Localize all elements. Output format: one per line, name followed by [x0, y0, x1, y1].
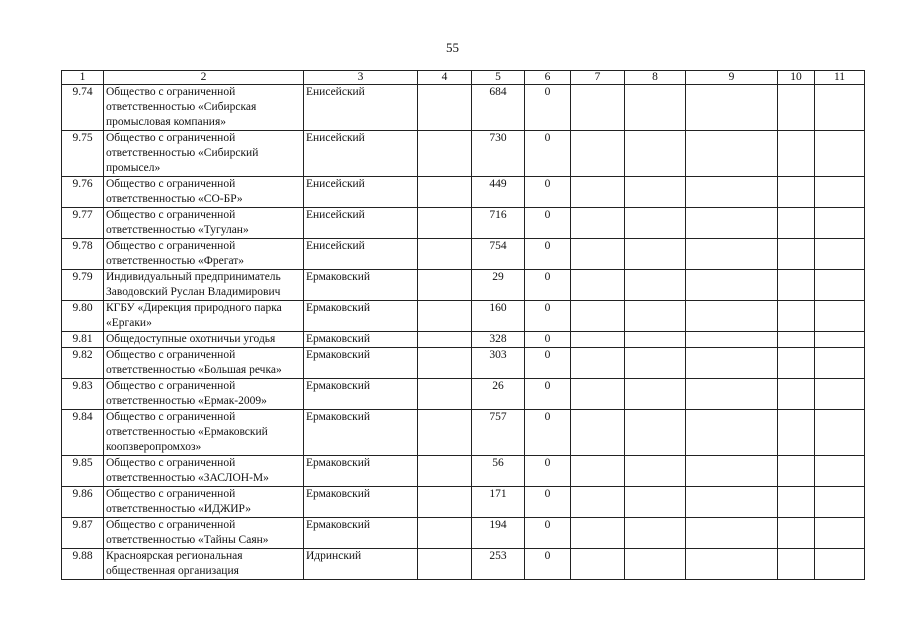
header-row	[62, 71, 865, 85]
row-number: 9.84	[62, 410, 104, 456]
row-number: 9.85	[62, 456, 104, 487]
organization-name-line: ответственностью «Тугулан»	[106, 224, 249, 236]
column-header: 7	[571, 71, 625, 85]
column-header: 8	[625, 71, 686, 85]
table-row	[62, 518, 865, 549]
column-header: 10	[778, 71, 815, 85]
empty-cell	[571, 270, 625, 301]
value-cell: 0	[525, 177, 571, 208]
row-number: 9.75	[62, 131, 104, 177]
organization-name-line: Общедоступные охотничьи угодья	[106, 333, 276, 345]
row-number: 9.83	[62, 379, 104, 410]
organization-name	[104, 410, 304, 456]
table-row	[62, 379, 865, 410]
column-header: 5	[472, 71, 525, 85]
organization-name-line: Общество с ограниченной	[106, 411, 236, 423]
empty-cell	[571, 549, 625, 580]
value-cell: 0	[525, 208, 571, 239]
empty-cell	[778, 239, 815, 270]
district-cell: Ермаковский	[304, 270, 418, 301]
column-header: 9	[686, 71, 778, 85]
organization-name	[104, 85, 304, 131]
row-number: 9.74	[62, 85, 104, 131]
column-header: 3	[304, 71, 418, 85]
row-number: 9.80	[62, 301, 104, 332]
organization-name-line: Общество с ограниченной	[106, 349, 236, 361]
empty-cell	[625, 301, 686, 332]
empty-cell	[571, 177, 625, 208]
empty-cell	[418, 270, 472, 301]
empty-cell	[815, 410, 865, 456]
empty-cell	[625, 85, 686, 131]
empty-cell	[625, 239, 686, 270]
empty-cell	[625, 208, 686, 239]
empty-cell	[815, 270, 865, 301]
value-cell: 160	[472, 301, 525, 332]
value-cell: 0	[525, 301, 571, 332]
empty-cell	[815, 549, 865, 580]
table-row	[62, 270, 865, 301]
organization-name	[104, 270, 304, 301]
data-table	[61, 70, 865, 580]
row-number: 9.86	[62, 487, 104, 518]
organization-name-line: «Ергаки»	[106, 317, 152, 329]
empty-cell	[418, 348, 472, 379]
table-row	[62, 549, 865, 580]
value-cell: 0	[525, 270, 571, 301]
empty-cell	[815, 518, 865, 549]
empty-cell	[815, 85, 865, 131]
empty-cell	[686, 177, 778, 208]
empty-cell	[686, 270, 778, 301]
value-cell: 730	[472, 131, 525, 177]
organization-name-line: ответственностью «Большая речка»	[106, 364, 282, 376]
empty-cell	[418, 379, 472, 410]
organization-name-line: Заводовский Руслан Владимирович	[106, 286, 281, 298]
column-header: 4	[418, 71, 472, 85]
empty-cell	[686, 239, 778, 270]
empty-cell	[686, 549, 778, 580]
organization-name-line: КГБУ «Дирекция природного парка	[106, 302, 282, 314]
empty-cell	[686, 456, 778, 487]
empty-cell	[418, 85, 472, 131]
empty-cell	[625, 456, 686, 487]
empty-cell	[778, 301, 815, 332]
empty-cell	[686, 85, 778, 131]
empty-cell	[778, 85, 815, 131]
table-row	[62, 487, 865, 518]
table-row	[62, 208, 865, 239]
empty-cell	[418, 332, 472, 348]
empty-cell	[625, 332, 686, 348]
empty-cell	[815, 208, 865, 239]
district-cell: Ермаковский	[304, 301, 418, 332]
organization-name	[104, 177, 304, 208]
empty-cell	[686, 379, 778, 410]
organization-name-line: Индивидуальный предприниматель	[106, 271, 281, 283]
organization-name	[104, 208, 304, 239]
organization-name	[104, 379, 304, 410]
row-number: 9.78	[62, 239, 104, 270]
value-cell: 303	[472, 348, 525, 379]
district-cell: Ермаковский	[304, 456, 418, 487]
empty-cell	[815, 177, 865, 208]
row-number: 9.88	[62, 549, 104, 580]
value-cell: 253	[472, 549, 525, 580]
organization-name	[104, 332, 304, 348]
empty-cell	[686, 487, 778, 518]
district-cell: Идринский	[304, 549, 418, 580]
empty-cell	[418, 549, 472, 580]
organization-name	[104, 348, 304, 379]
table-row	[62, 85, 865, 131]
organization-name-line: ответственностью «Фрегат»	[106, 255, 245, 267]
value-cell: 0	[525, 85, 571, 131]
empty-cell	[778, 348, 815, 379]
organization-name-line: Общество с ограниченной	[106, 380, 236, 392]
district-cell: Ермаковский	[304, 348, 418, 379]
empty-cell	[778, 379, 815, 410]
table-row	[62, 332, 865, 348]
value-cell: 757	[472, 410, 525, 456]
organization-name-line: общественная организация	[106, 565, 239, 577]
district-cell: Ермаковский	[304, 487, 418, 518]
empty-cell	[571, 348, 625, 379]
row-number: 9.79	[62, 270, 104, 301]
value-cell: 194	[472, 518, 525, 549]
empty-cell	[571, 301, 625, 332]
organization-name	[104, 301, 304, 332]
empty-cell	[625, 410, 686, 456]
empty-cell	[571, 239, 625, 270]
organization-name-line: коопзверопромхоз»	[106, 441, 202, 453]
empty-cell	[571, 332, 625, 348]
table-row	[62, 456, 865, 487]
empty-cell	[418, 518, 472, 549]
organization-name-line: Общество с ограниченной	[106, 132, 236, 144]
district-cell: Енисейский	[304, 85, 418, 131]
organization-name	[104, 518, 304, 549]
value-cell: 56	[472, 456, 525, 487]
empty-cell	[778, 410, 815, 456]
value-cell: 716	[472, 208, 525, 239]
organization-name	[104, 456, 304, 487]
empty-cell	[418, 487, 472, 518]
value-cell: 449	[472, 177, 525, 208]
empty-cell	[625, 177, 686, 208]
organization-name	[104, 239, 304, 270]
value-cell: 754	[472, 239, 525, 270]
organization-name-line: Общество с ограниченной	[106, 86, 236, 98]
empty-cell	[625, 270, 686, 301]
organization-name-line: промысел»	[106, 162, 161, 174]
column-header: 1	[62, 71, 104, 85]
row-number: 9.77	[62, 208, 104, 239]
organization-name-line: ответственностью «ИДЖИР»	[106, 503, 251, 515]
organization-name	[104, 487, 304, 518]
empty-cell	[815, 348, 865, 379]
empty-cell	[778, 456, 815, 487]
value-cell: 171	[472, 487, 525, 518]
empty-cell	[778, 518, 815, 549]
district-cell: Енисейский	[304, 131, 418, 177]
value-cell: 0	[525, 456, 571, 487]
empty-cell	[778, 208, 815, 239]
column-header: 6	[525, 71, 571, 85]
empty-cell	[571, 487, 625, 518]
empty-cell	[418, 177, 472, 208]
empty-cell	[815, 379, 865, 410]
empty-cell	[686, 131, 778, 177]
organization-name-line: ответственностью «Сибирский	[106, 147, 259, 159]
organization-name-line: ответственностью «Ермаковский	[106, 426, 268, 438]
value-cell: 684	[472, 85, 525, 131]
district-cell: Ермаковский	[304, 410, 418, 456]
table-body	[62, 85, 865, 580]
organization-name-line: Общество с ограниченной	[106, 240, 236, 252]
empty-cell	[625, 131, 686, 177]
empty-cell	[625, 487, 686, 518]
row-number: 9.82	[62, 348, 104, 379]
organization-name-line: ответственностью «Ермак-2009»	[106, 395, 267, 407]
empty-cell	[571, 410, 625, 456]
district-cell: Ермаковский	[304, 332, 418, 348]
empty-cell	[418, 410, 472, 456]
district-cell: Ермаковский	[304, 379, 418, 410]
table-row	[62, 177, 865, 208]
table-row	[62, 410, 865, 456]
empty-cell	[686, 301, 778, 332]
district-cell: Енисейский	[304, 239, 418, 270]
organization-name-line: Красноярская региональная	[106, 550, 243, 562]
table-row	[62, 131, 865, 177]
empty-cell	[418, 131, 472, 177]
value-cell: 0	[525, 487, 571, 518]
value-cell: 0	[525, 549, 571, 580]
empty-cell	[778, 487, 815, 518]
value-cell: 328	[472, 332, 525, 348]
empty-cell	[778, 131, 815, 177]
value-cell: 26	[472, 379, 525, 410]
empty-cell	[686, 208, 778, 239]
organization-name-line: Общество с ограниченной	[106, 457, 236, 469]
empty-cell	[815, 239, 865, 270]
empty-cell	[778, 549, 815, 580]
row-number: 9.76	[62, 177, 104, 208]
empty-cell	[418, 208, 472, 239]
empty-cell	[815, 487, 865, 518]
row-number: 9.87	[62, 518, 104, 549]
district-cell: Енисейский	[304, 208, 418, 239]
empty-cell	[815, 301, 865, 332]
empty-cell	[418, 456, 472, 487]
empty-cell	[625, 379, 686, 410]
organization-name-line: ответственностью «Сибирская	[106, 101, 257, 113]
organization-name	[104, 131, 304, 177]
organization-name-line: Общество с ограниченной	[106, 488, 236, 500]
value-cell: 0	[525, 518, 571, 549]
empty-cell	[778, 270, 815, 301]
value-cell: 0	[525, 131, 571, 177]
value-cell: 29	[472, 270, 525, 301]
row-number: 9.81	[62, 332, 104, 348]
empty-cell	[686, 348, 778, 379]
empty-cell	[625, 549, 686, 580]
empty-cell	[418, 239, 472, 270]
empty-cell	[418, 301, 472, 332]
empty-cell	[571, 85, 625, 131]
empty-cell	[815, 456, 865, 487]
district-cell: Ермаковский	[304, 518, 418, 549]
empty-cell	[778, 332, 815, 348]
district-cell: Енисейский	[304, 177, 418, 208]
value-cell: 0	[525, 239, 571, 270]
empty-cell	[625, 518, 686, 549]
organization-name	[104, 549, 304, 580]
value-cell: 0	[525, 348, 571, 379]
organization-name-line: промысловая компания»	[106, 116, 226, 128]
organization-name-line: Общество с ограниченной	[106, 519, 236, 531]
empty-cell	[571, 131, 625, 177]
page-number: 55	[446, 40, 459, 55]
empty-cell	[686, 410, 778, 456]
empty-cell	[686, 518, 778, 549]
table-row	[62, 301, 865, 332]
organization-name-line: ответственностью «Тайны Саян»	[106, 534, 269, 546]
organization-name-line: Общество с ограниченной	[106, 209, 236, 221]
empty-cell	[625, 348, 686, 379]
value-cell: 0	[525, 379, 571, 410]
empty-cell	[815, 131, 865, 177]
column-header: 11	[815, 71, 865, 85]
value-cell: 0	[525, 332, 571, 348]
organization-name-line: Общество с ограниченной	[106, 178, 236, 190]
empty-cell	[571, 456, 625, 487]
empty-cell	[778, 177, 815, 208]
table-row	[62, 348, 865, 379]
organization-name-line: ответственностью «СО-БР»	[106, 193, 243, 205]
column-header: 2	[104, 71, 304, 85]
empty-cell	[571, 518, 625, 549]
empty-cell	[571, 208, 625, 239]
empty-cell	[686, 332, 778, 348]
organization-name-line: ответственностью «ЗАСЛОН-М»	[106, 472, 269, 484]
value-cell: 0	[525, 410, 571, 456]
empty-cell	[815, 332, 865, 348]
empty-cell	[571, 379, 625, 410]
table-row	[62, 239, 865, 270]
